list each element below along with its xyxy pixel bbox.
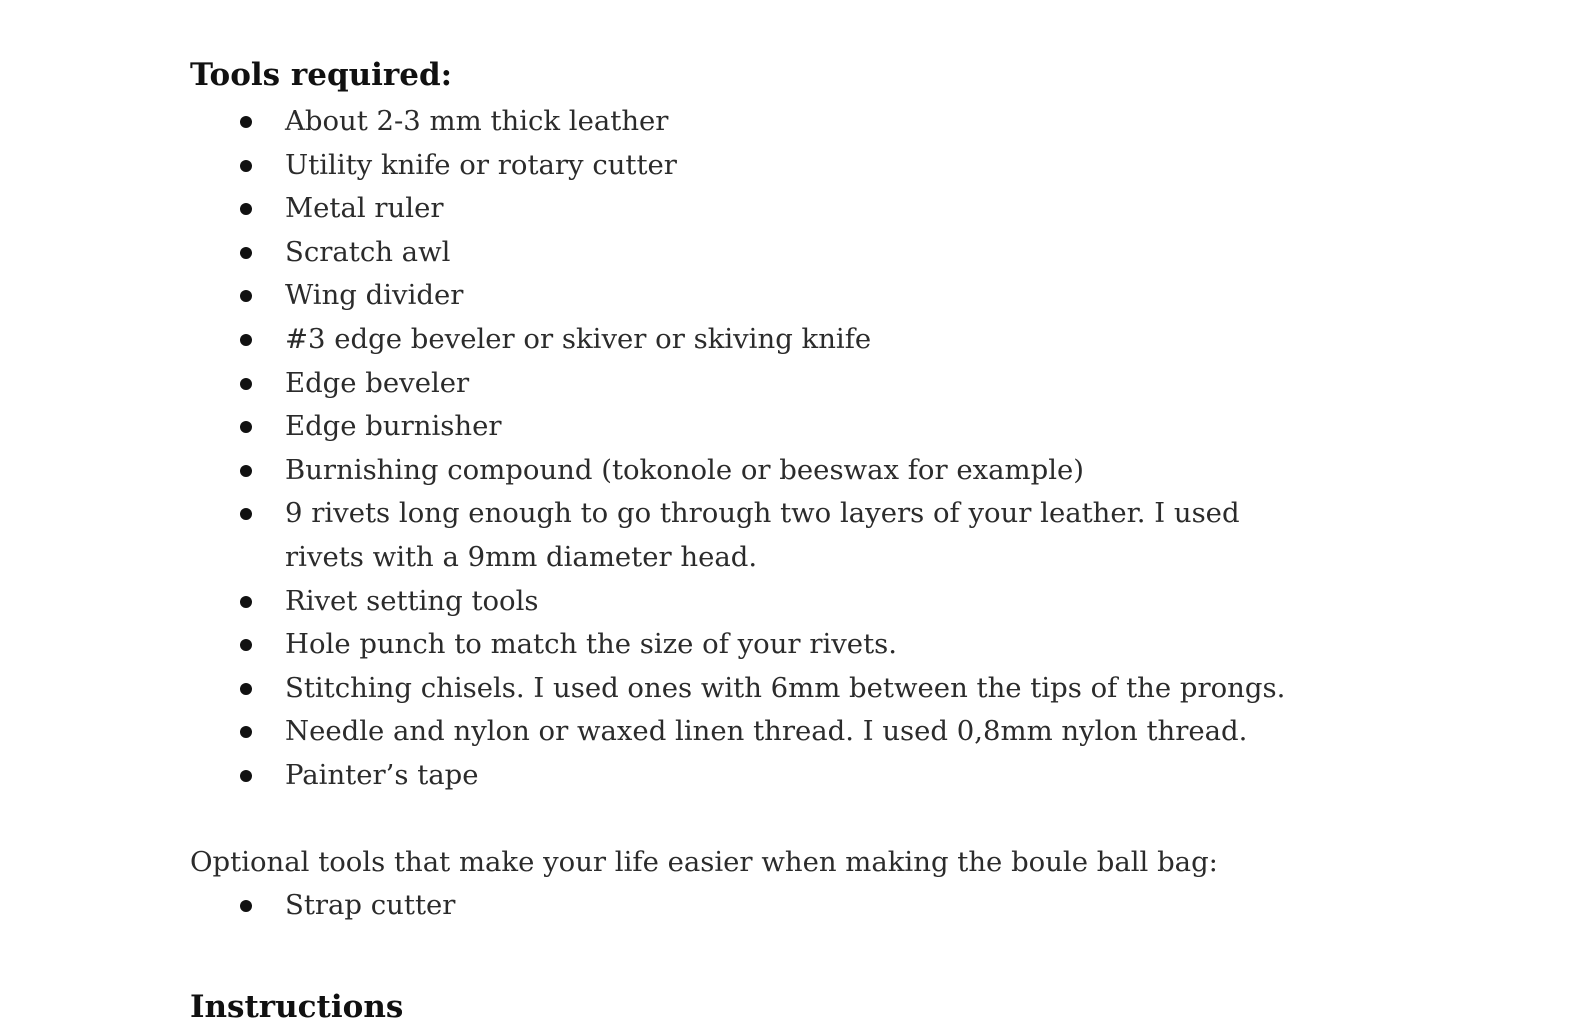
list-item: [190, 274, 1325, 318]
list-item: [190, 667, 1325, 711]
bullet-icon: [240, 900, 252, 912]
list-item-text: Painter’s tape: [285, 758, 479, 791]
list-item-text: Edge burnisher: [285, 410, 502, 443]
list-item-text: 9 rivets long enough to go through two layers of your leather. I used rivets with a 9mm diameter head.: [285, 497, 1240, 573]
list-item-text: Hole punch to match the size of your rivets.: [285, 628, 897, 661]
list-item-text: Edge beveler: [285, 366, 470, 399]
list-item: [190, 362, 1325, 406]
bullet-icon: [240, 290, 252, 302]
list-item-text: Wing divider: [285, 279, 464, 312]
bullet-icon: [240, 683, 252, 695]
list-item: [190, 754, 1325, 798]
list-item: [190, 580, 1325, 624]
list-item-text: Metal ruler: [285, 192, 444, 225]
list-item: [190, 318, 1325, 362]
bullet-icon: [240, 726, 252, 738]
list-item-text: Scratch awl: [285, 235, 451, 268]
list-item-text: Strap cutter: [285, 889, 456, 922]
list-item: [190, 623, 1325, 667]
bullet-icon: [240, 334, 252, 346]
bullet-icon: [240, 596, 252, 608]
bullet-icon: [240, 770, 252, 782]
list-item: [190, 187, 1325, 231]
bullet-icon: [240, 508, 252, 520]
list-item: [190, 710, 1325, 754]
tools-list: [190, 100, 1390, 798]
bullet-icon: [240, 465, 252, 477]
list-item: [190, 884, 1325, 928]
bullet-icon: [240, 203, 252, 215]
list-item-text: Burnishing compound (tokonole or beeswax for example): [285, 453, 1085, 486]
bullet-icon: [240, 116, 252, 128]
bullet-icon: [240, 639, 252, 651]
list-item: [190, 492, 1325, 579]
list-item-text: Rivet setting tools: [285, 584, 539, 617]
bullet-icon: [240, 378, 252, 390]
optional-tools-list: [190, 884, 1390, 928]
list-item-text: Stitching chisels. I used ones with 6mm between the tips of the prongs.: [285, 671, 1286, 704]
list-item: [190, 100, 1325, 144]
optional-tools-intro: Optional tools that make your life easier when making the boule ball bag:: [190, 845, 1218, 878]
bullet-icon: [240, 421, 252, 433]
list-item-text: Needle and nylon or waxed linen thread. I used 0,8mm nylon thread.: [285, 715, 1248, 748]
instructions-heading: Instructions: [190, 989, 404, 1025]
bullet-icon: [240, 247, 252, 259]
list-item: [190, 449, 1325, 493]
article-content: [190, 50, 1390, 928]
list-item: [190, 405, 1325, 449]
list-item: [190, 144, 1325, 188]
list-item-text: #3 edge beveler or skiver or skiving knife: [285, 322, 872, 355]
list-item-text: Utility knife or rotary cutter: [285, 148, 677, 181]
list-item: [190, 231, 1325, 275]
tools-heading: Tools required:: [190, 57, 453, 93]
list-item-text: About 2-3 mm thick leather: [285, 105, 669, 137]
bullet-icon: [240, 160, 252, 172]
